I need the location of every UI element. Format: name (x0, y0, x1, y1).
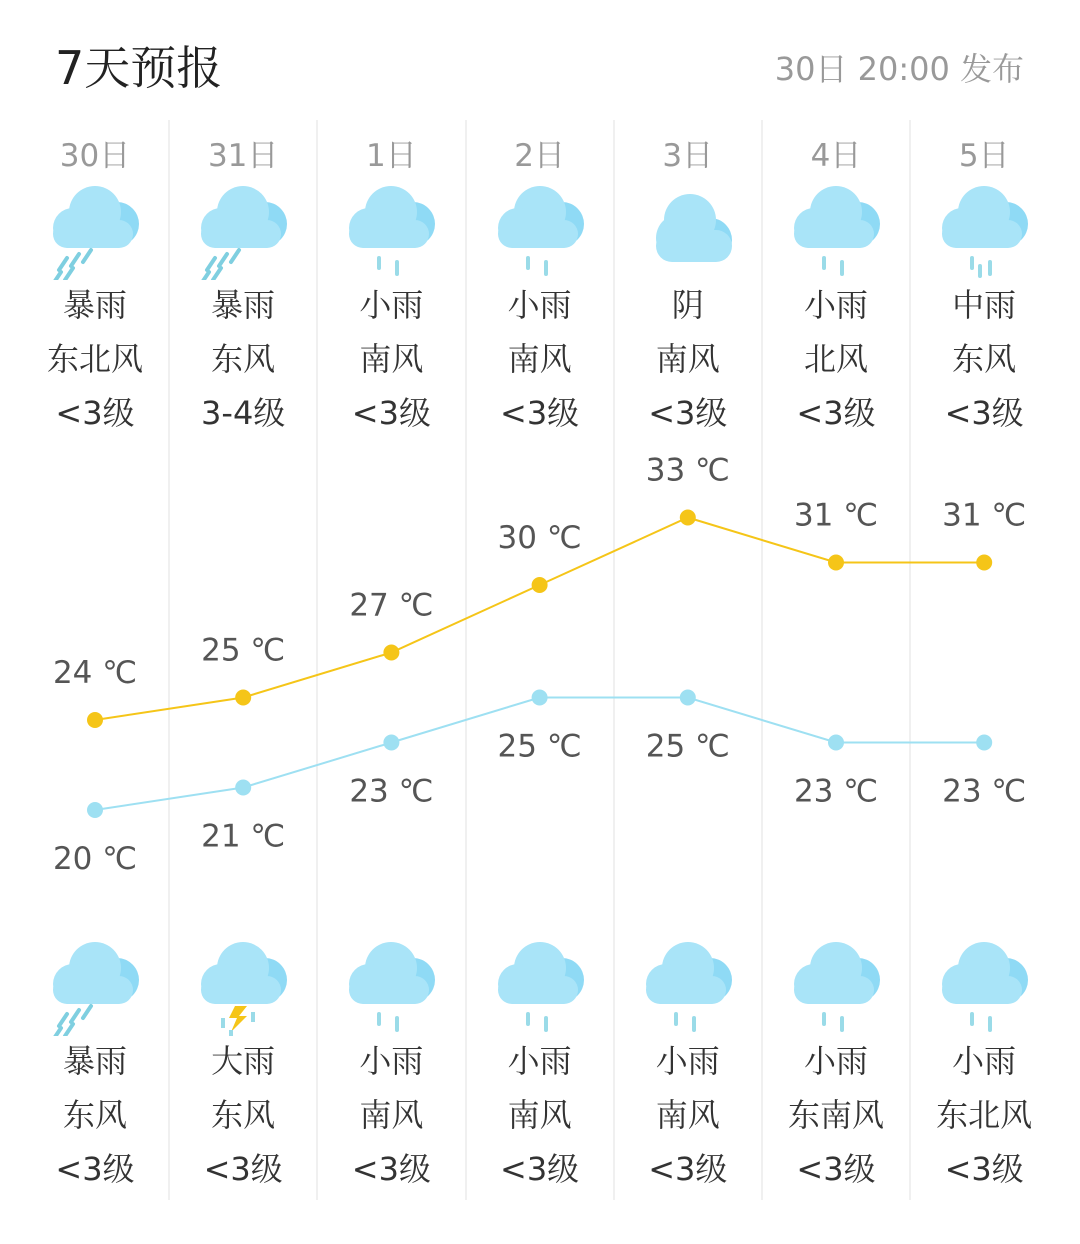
high-temp-point (235, 690, 251, 706)
date-label: 1日 (366, 138, 417, 174)
night-wind-level: <3级 (203, 1150, 283, 1188)
low-temp-label: 25 ℃ (497, 728, 582, 765)
day-wind-direction: 南风 (359, 340, 424, 378)
low-temp-label: 23 ℃ (349, 773, 434, 810)
date-label: 3日 (662, 138, 714, 174)
high-temp-point (828, 555, 844, 571)
day-wind-level: <3级 (500, 394, 580, 432)
day-weather: 暴雨 (62, 286, 127, 324)
high-temp-label: 30 ℃ (497, 520, 582, 556)
day-wind-direction: 南风 (507, 340, 572, 378)
night-weather: 小雨 (655, 1042, 720, 1080)
day-weather: 小雨 (359, 286, 424, 324)
day-wind-direction: 东北风 (46, 340, 143, 378)
low-temp-label: 20 ℃ (52, 841, 138, 877)
night-wind-level: <3级 (55, 1150, 135, 1188)
high-temp-label: 33 ℃ (645, 452, 730, 489)
day-wind-direction: 东风 (211, 340, 276, 378)
date-label: 31日 (207, 138, 279, 174)
date-label: 2日 (514, 138, 565, 174)
day-weather: 小雨 (507, 286, 572, 324)
night-wind-level: <3级 (944, 1150, 1024, 1188)
high-temp-label: 25 ℃ (201, 632, 286, 669)
day-weather: 中雨 (952, 286, 1017, 324)
night-wind-direction: 东北风 (936, 1096, 1033, 1134)
night-weather: 暴雨 (62, 1042, 127, 1080)
high-temp-label: 27 ℃ (349, 587, 434, 624)
day-weather: 暴雨 (211, 286, 276, 324)
night-wind-direction: 东风 (211, 1096, 276, 1134)
day-wind-level: <3级 (796, 394, 876, 432)
low-temp-point (87, 802, 103, 818)
night-weather: 小雨 (507, 1042, 572, 1080)
date-label: 5日 (958, 138, 1010, 174)
high-temp-point (87, 712, 103, 728)
night-weather: 小雨 (952, 1042, 1017, 1080)
low-temp-label: 21 ℃ (201, 818, 286, 855)
high-temp-label: 31 ℃ (942, 497, 1027, 534)
night-wind-level: <3级 (351, 1150, 431, 1188)
high-temp-point (532, 577, 548, 593)
low-temp-label: 25 ℃ (645, 728, 730, 765)
day-wind-level: 3-4级 (201, 394, 286, 432)
night-wind-direction: 南风 (655, 1096, 720, 1134)
night-wind-direction: 东南风 (787, 1096, 884, 1134)
day-weather: 阴 (671, 286, 704, 324)
high-temp-label: 24 ℃ (52, 655, 138, 691)
low-temp-point (532, 690, 548, 706)
low-temp-point (828, 735, 844, 751)
high-temp-point (976, 555, 992, 571)
high-temp-label: 31 ℃ (793, 497, 879, 534)
high-temp-point (680, 510, 696, 526)
low-temp-point (976, 735, 992, 751)
day-wind-level: <3级 (351, 394, 431, 432)
date-label: 30日 (59, 138, 131, 174)
night-wind-direction: 南风 (507, 1096, 572, 1134)
publish-time: 30日 20:00 发布 (774, 50, 1024, 88)
day-wind-level: <3级 (944, 394, 1024, 432)
page-title: 7天预报 (55, 41, 223, 95)
day-wind-level: <3级 (55, 394, 135, 432)
date-label: 4日 (810, 138, 862, 174)
night-weather: 大雨 (211, 1042, 276, 1080)
night-wind-level: <3级 (500, 1150, 580, 1188)
night-wind-level: <3级 (648, 1150, 728, 1188)
day-wind-direction: 北风 (803, 340, 868, 378)
night-wind-direction: 东风 (62, 1096, 127, 1134)
high-temp-point (383, 645, 399, 661)
night-weather: 小雨 (803, 1042, 868, 1080)
day-wind-direction: 东风 (952, 340, 1017, 378)
night-weather: 小雨 (359, 1042, 424, 1080)
low-temp-point (235, 780, 251, 796)
day-wind-level: <3级 (648, 394, 728, 432)
low-temp-point (383, 735, 399, 751)
day-wind-direction: 南风 (655, 340, 720, 378)
low-temp-point (680, 690, 696, 706)
night-wind-direction: 南风 (359, 1096, 424, 1134)
night-wind-level: <3级 (796, 1150, 876, 1188)
low-temp-label: 23 ℃ (793, 773, 879, 810)
low-temp-label: 23 ℃ (942, 773, 1027, 810)
day-weather: 小雨 (803, 286, 868, 324)
